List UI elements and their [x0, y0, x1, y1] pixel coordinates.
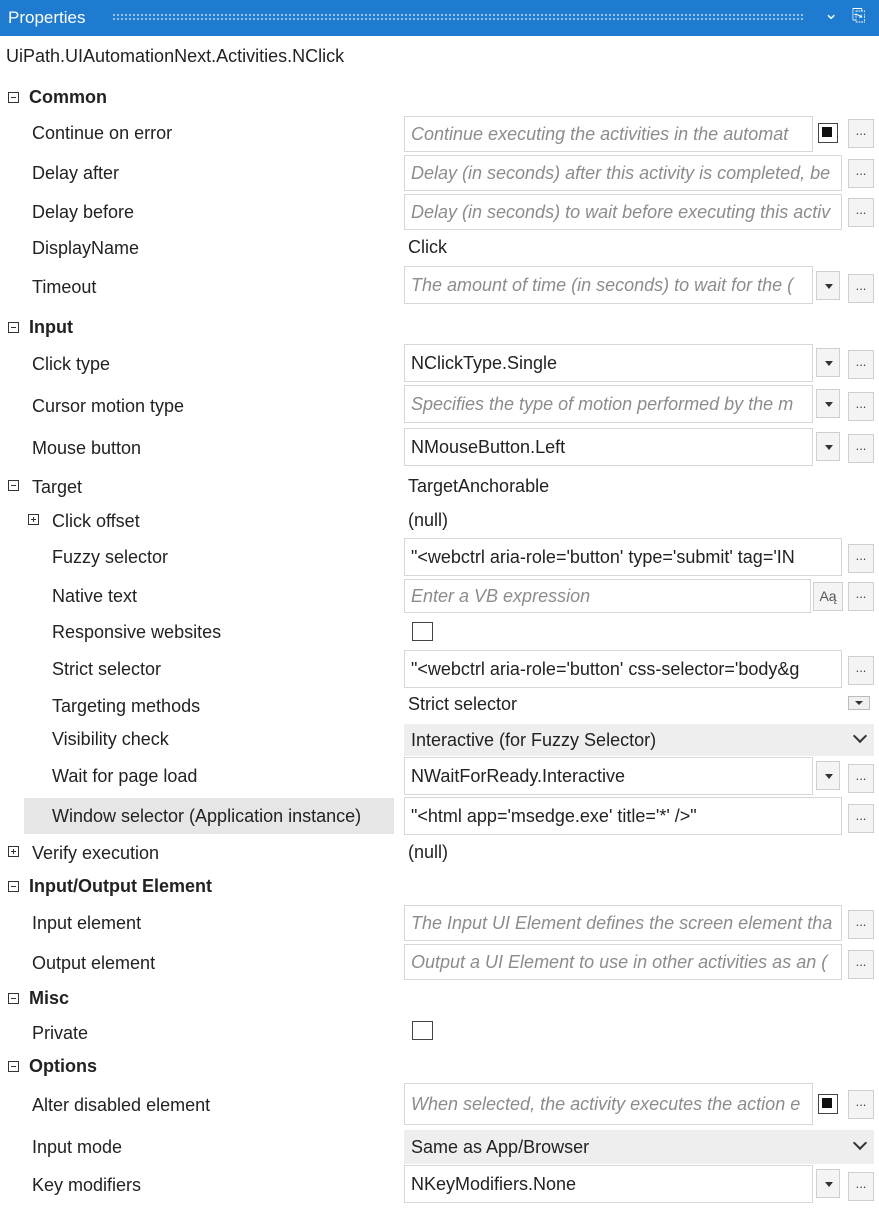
responsive-websites-checkbox[interactable]	[412, 622, 433, 641]
collapse-misc-icon[interactable]	[8, 993, 19, 1004]
wait-for-page-load-dropdown[interactable]	[816, 761, 840, 790]
continue-on-error-input[interactable]: Continue executing the activities in the automat	[404, 116, 813, 152]
cursor-motion-type-input[interactable]: Specifies the type of motion performed by the m	[404, 385, 813, 423]
mouse-button-label: Mouse button	[32, 438, 142, 458]
output-element-label: Output element	[32, 953, 156, 973]
click-type-label: Click type	[32, 354, 111, 374]
responsive-websites-label: Responsive websites	[52, 622, 222, 642]
collapse-input-icon[interactable]	[8, 322, 19, 333]
timeout-input[interactable]: The amount of time (in seconds) to wait for the (	[404, 266, 813, 304]
click-type-ellipsis-button[interactable]: ...	[848, 350, 874, 379]
alter-disabled-element-label: Alter disabled element	[32, 1095, 211, 1115]
targeting-methods-label: Targeting methods	[52, 696, 201, 716]
fuzzy-selector-label: Fuzzy selector	[52, 547, 169, 567]
category-misc-header: Misc	[29, 988, 70, 1008]
timeout-dropdown[interactable]	[816, 271, 840, 300]
fuzzy-selector-ellipsis-button[interactable]: ...	[848, 544, 874, 573]
chevron-down-icon[interactable]: ⌄	[824, 4, 839, 23]
timeout-label: Timeout	[32, 277, 97, 297]
panel-title: Properties	[8, 8, 86, 27]
category-options-header: Options	[29, 1056, 97, 1076]
collapse-input-output-icon[interactable]	[8, 881, 19, 892]
target-label: Target	[32, 477, 83, 497]
strict-selector-ellipsis-button[interactable]: ...	[848, 656, 874, 685]
input-mode-label: Input mode	[32, 1137, 123, 1157]
click-offset-value: (null)	[408, 510, 449, 530]
key-modifiers-dropdown[interactable]	[816, 1169, 840, 1198]
native-text-label: Native text	[52, 586, 138, 606]
chevron-down-icon	[853, 1136, 867, 1150]
mouse-button-input[interactable]: NMouseButton.Left	[404, 428, 813, 466]
private-label: Private	[32, 1023, 89, 1043]
native-text-input[interactable]: Enter a VB expression	[404, 579, 811, 613]
verify-execution-value: (null)	[408, 842, 449, 862]
key-modifiers-input[interactable]: NKeyModifiers.None	[404, 1165, 813, 1203]
strict-selector-input[interactable]: "<webctrl aria-role='button' css-selector='body&g	[404, 650, 842, 688]
targeting-methods-value[interactable]: Strict selector	[408, 694, 518, 714]
input-mode-value: Same as App/Browser	[411, 1137, 590, 1157]
collapse-options-icon[interactable]	[8, 1061, 19, 1072]
window-selector-label: Window selector (Application instance)	[52, 806, 362, 826]
timeout-ellipsis-button[interactable]: ...	[848, 274, 874, 303]
fuzzy-selector-input[interactable]: "<webctrl aria-role='button' type='submit' tag='IN	[404, 538, 842, 576]
category-input-output-header: Input/Output Element	[29, 876, 212, 896]
visibility-check-combobox[interactable]	[404, 724, 874, 756]
input-element-input[interactable]: The Input UI Element defines the screen element tha	[404, 905, 842, 941]
alter-disabled-element-input[interactable]: When selected, the activity executes the action e	[404, 1083, 813, 1125]
window-selector-input[interactable]: "<html app='msedge.exe' title='*' />"	[404, 797, 842, 835]
vb-expression-icon[interactable]: Aą	[813, 582, 843, 611]
alter-disabled-element-ellipsis-button[interactable]: ...	[848, 1090, 874, 1119]
visibility-check-value: Interactive (for Fuzzy Selector)	[411, 730, 657, 750]
key-modifiers-label: Key modifiers	[32, 1175, 142, 1195]
targeting-methods-dropdown[interactable]	[848, 696, 870, 710]
chevron-down-icon	[853, 729, 867, 743]
wait-for-page-load-ellipsis-button[interactable]: ...	[848, 764, 874, 793]
click-offset-label: Click offset	[52, 511, 140, 531]
output-element-input[interactable]: Output a UI Element to use in other activities as an (	[404, 944, 842, 980]
click-type-input[interactable]: NClickType.Single	[404, 344, 813, 382]
alter-disabled-element-checkbox[interactable]	[818, 1094, 838, 1114]
delay-before-label: Delay before	[32, 202, 135, 222]
delay-after-label: Delay after	[32, 163, 120, 183]
displayname-value[interactable]: Click	[408, 237, 447, 257]
pin-icon[interactable]: ⎘	[852, 6, 866, 25]
collapse-common-icon[interactable]	[8, 92, 19, 103]
input-element-ellipsis-button[interactable]: ...	[848, 910, 874, 939]
mouse-button-dropdown[interactable]	[816, 432, 840, 461]
private-checkbox[interactable]	[412, 1021, 433, 1040]
displayname-label: DisplayName	[32, 238, 140, 258]
wait-for-page-load-input[interactable]: NWaitForReady.Interactive	[404, 757, 813, 795]
titlebar-grip[interactable]	[112, 13, 804, 22]
verify-execution-label: Verify execution	[32, 843, 160, 863]
cursor-motion-type-label: Cursor motion type	[32, 396, 185, 416]
input-mode-combobox[interactable]	[404, 1130, 874, 1164]
wait-for-page-load-label: Wait for page load	[52, 766, 198, 786]
continue-on-error-label: Continue on error	[32, 123, 173, 143]
delay-after-input[interactable]: Delay (in seconds) after this activity is completed, be	[404, 155, 842, 191]
category-common-header: Common	[29, 87, 107, 107]
delay-before-ellipsis-button[interactable]: ...	[848, 198, 874, 227]
key-modifiers-ellipsis-button[interactable]: ...	[848, 1172, 874, 1201]
continue-on-error-checkbox[interactable]	[818, 123, 838, 143]
cursor-motion-type-dropdown[interactable]	[816, 389, 840, 418]
expand-verify-execution-icon[interactable]	[8, 846, 19, 857]
properties-titlebar	[0, 0, 879, 36]
continue-on-error-ellipsis-button[interactable]: ...	[848, 119, 874, 148]
delay-after-ellipsis-button[interactable]: ...	[848, 159, 874, 188]
cursor-motion-type-ellipsis-button[interactable]: ...	[848, 392, 874, 421]
category-input-header: Input	[29, 317, 73, 337]
input-element-label: Input element	[32, 913, 142, 933]
window-selector-ellipsis-button[interactable]: ...	[848, 804, 874, 833]
expand-click-offset-icon[interactable]	[28, 514, 39, 525]
visibility-check-label: Visibility check	[52, 729, 169, 749]
output-element-ellipsis-button[interactable]: ...	[848, 950, 874, 979]
click-type-dropdown[interactable]	[816, 348, 840, 377]
activity-type-label: UiPath.UIAutomationNext.Activities.NClick	[6, 46, 345, 66]
collapse-target-icon[interactable]	[8, 480, 19, 491]
target-value: TargetAnchorable	[408, 476, 550, 496]
mouse-button-ellipsis-button[interactable]: ...	[848, 434, 874, 463]
delay-before-input[interactable]: Delay (in seconds) to wait before executing this activ	[404, 194, 842, 230]
strict-selector-label: Strict selector	[52, 659, 162, 679]
native-text-ellipsis-button[interactable]: ...	[848, 582, 874, 611]
